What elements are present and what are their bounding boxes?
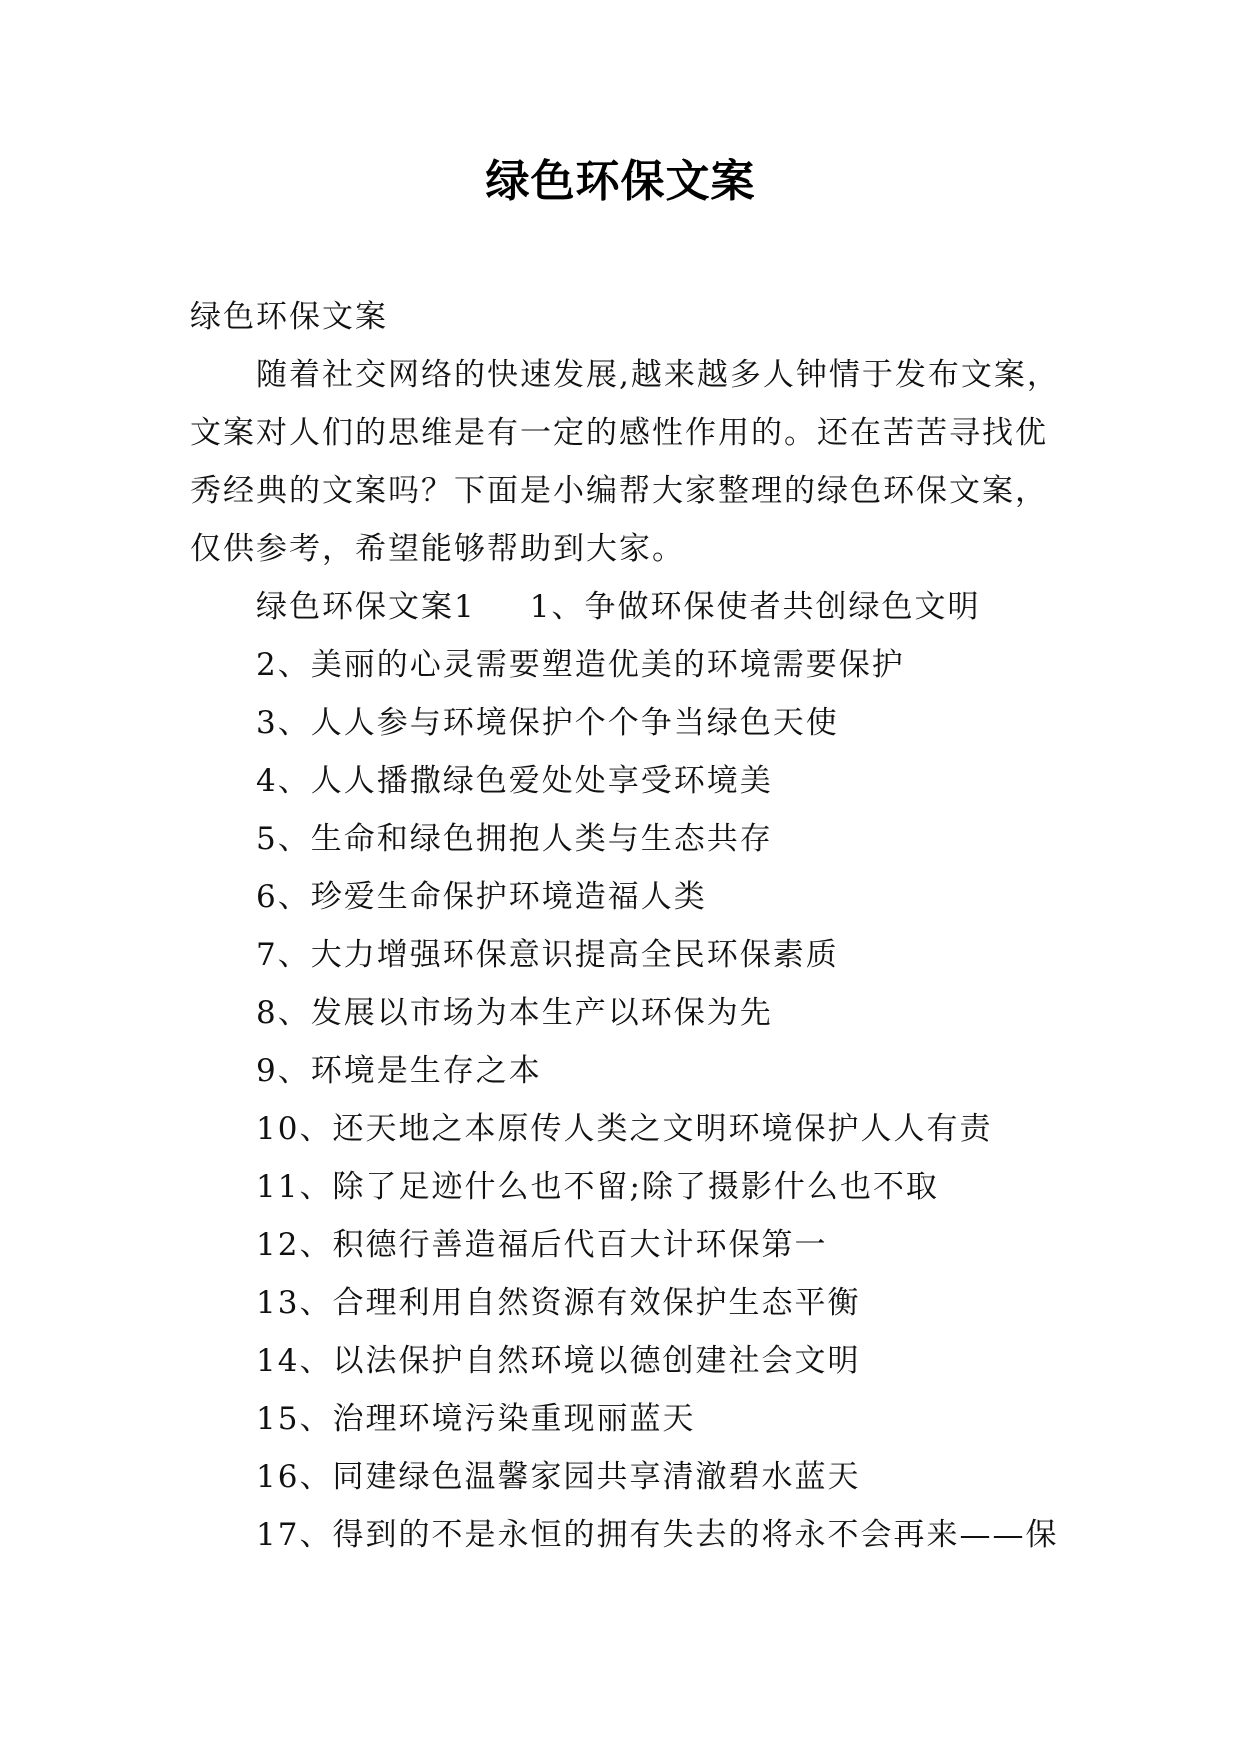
intro-line: 随着社交网络的快速发展,越来越多人钟情于发布文案，	[256, 357, 1060, 393]
slogan-item: 9、环境是生存之本	[256, 1053, 542, 1089]
slogan-item: 10、还天地之本原传人类之文明环境保护人人有责	[256, 1111, 993, 1147]
slogan-item: 5、生命和绿色拥抱人类与生态共存	[256, 821, 773, 857]
slogan-item: 3、人人参与环境保护个个争当绿色天使	[256, 705, 839, 741]
intro-line: 秀经典的文案吗？下面是小编帮大家整理的绿色环保文案，	[190, 473, 1048, 509]
slogan-item: 14、以法保护自然环境以德创建社会文明	[256, 1343, 861, 1379]
document-subtitle: 绿色环保文案	[190, 299, 388, 335]
slogan-item	[190, 578, 1070, 636]
slogan-item: 17、得到的不是永恒的拥有失去的将永不会再来——保	[256, 1517, 1059, 1553]
slogan-item: 11、除了足迹什么也不留;除了摄影什么也不取	[256, 1169, 939, 1205]
intro-line: 仅供参考，希望能够帮助到大家。	[190, 531, 685, 567]
slogan-item: 8、发展以市场为本生产以环保为先	[256, 995, 773, 1031]
slogan-item: 13、合理利用自然资源有效保护生态平衡	[256, 1285, 861, 1321]
slogan-item: 15、治理环境污染重现丽蓝天	[256, 1401, 696, 1437]
slogan-item: 16、同建绿色温馨家园共享清澈碧水蓝天	[256, 1459, 861, 1495]
slogan-item: 2、美丽的心灵需要塑造优美的环境需要保护	[256, 647, 905, 683]
document-body	[190, 288, 1070, 1564]
slogan-text: 1、争做环保使者共创绿色文明	[529, 589, 981, 625]
document-title: 绿色环保文案	[485, 156, 756, 207]
intro-line: 文案对人们的思维是有一定的感性作用的。还在苦苦寻找优	[190, 415, 1048, 451]
intro-paragraph	[190, 346, 1070, 578]
slogan-item: 7、大力增强环保意识提高全民环保素质	[256, 937, 839, 973]
slogan-item: 4、人人播撒绿色爱处处享受环境美	[256, 763, 773, 799]
slogan-item: 12、积德行善造福后代百大计环保第一	[256, 1227, 828, 1263]
section-heading: 绿色环保文案1	[256, 589, 476, 625]
slogan-item: 6、珍爱生命保护环境造福人类	[256, 879, 707, 915]
